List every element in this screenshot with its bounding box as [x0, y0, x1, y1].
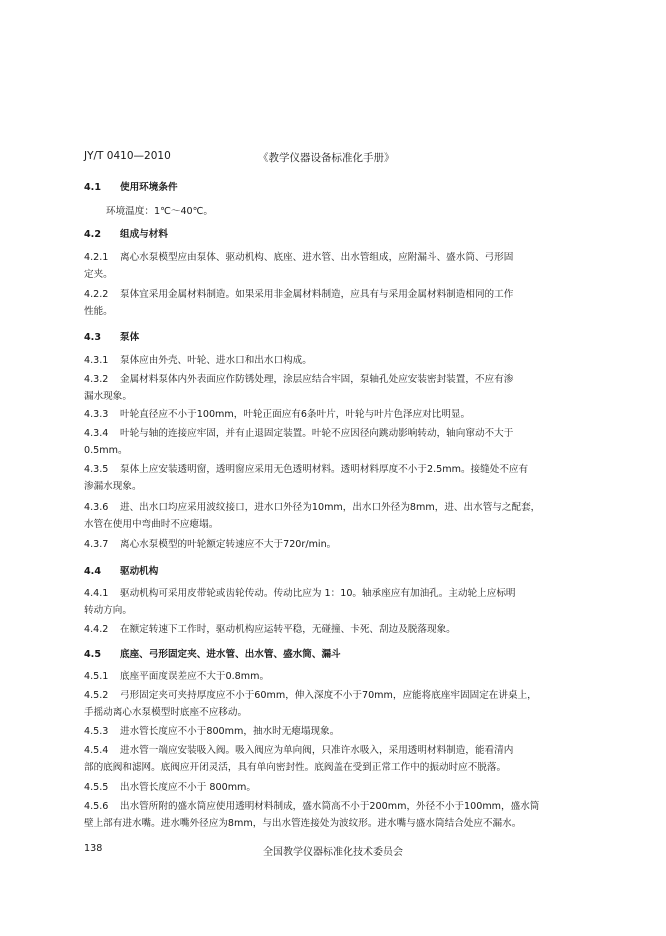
- clause-line: 金属材料泵体内外表面应作防锈处理，涂层应结合牢固，泵轴孔处应安装密封装置，不应有渗: [120, 374, 514, 385]
- clause-line: 渗漏水现象。: [84, 481, 142, 492]
- clause-line: 底座平面度误差应不大于0.8mm。: [120, 671, 270, 682]
- clause-number: 4.3.1: [84, 355, 109, 366]
- clause-number: 4.3.5: [84, 464, 109, 475]
- clause-line: 泵体应由外壳、叶轮、进水口和出水口构成。: [120, 355, 312, 366]
- clause-line: 出水管长度应不小于 800mm。: [120, 782, 256, 793]
- clause-number: 4.3.3: [84, 409, 109, 420]
- clause-4-5-1: [84, 668, 554, 685]
- clause-number: 4.4.1: [84, 588, 109, 599]
- clause-line: 手摇动离心水泵模型时底座不应移动。: [84, 707, 248, 718]
- page-number: 138: [84, 843, 103, 854]
- clause-line: 进、出水口均应采用波纹接口，进水口外径为10mm，出水口外径为8mm，进、出水管与之配套，: [120, 502, 541, 513]
- clause-4-5-4: [84, 742, 554, 776]
- section-4-4-heading: [84, 563, 554, 580]
- clause-line: 进水管一端应安装吸入阀。吸入阀应为单向阀，只准许水吸入，采用透明材料制造，能看清内: [120, 745, 514, 756]
- clause-number: 4.3.4: [84, 428, 109, 439]
- clause-number: 4.5.6: [84, 801, 109, 812]
- clause-number: 4.5.1: [84, 671, 109, 682]
- clause-line: 泵体宜采用金属材料制造。如果采用非金属材料制造，应具有与采用金属材料制造相同的工作: [120, 289, 514, 300]
- clause-4-3-2: [84, 371, 554, 405]
- section-number: 4.1: [84, 182, 101, 193]
- section-number: 4.5: [84, 649, 101, 660]
- clause-number: 4.5.2: [84, 690, 109, 701]
- clause-4-3-3: [84, 406, 554, 423]
- section-4-5-heading: [84, 646, 554, 663]
- standard-code: JY/T 0410—2010: [84, 150, 171, 162]
- clause-4-4-2: [84, 621, 554, 638]
- clause-line: 进水管长度应不小于800mm，抽水时无瘪塌现象。: [120, 726, 340, 737]
- section-title: 底座、弓形固定夹、进水管、出水管、盛水筒、漏斗: [120, 649, 341, 660]
- clause-number: 4.5.5: [84, 782, 109, 793]
- clause-line: 泵体上应安装透明窗，透明窗应采用无色透明材料。透明材料厚度不小于2.5mm。接缝处不应有: [120, 464, 529, 475]
- clause-4-5-6: [84, 798, 554, 832]
- clause-line: 定夹。: [84, 269, 113, 280]
- section-number: 4.4: [84, 566, 101, 577]
- clause-number: 4.4.2: [84, 624, 109, 635]
- section-4-1-heading: [84, 179, 554, 196]
- clause-line: 转动方向。: [84, 605, 132, 616]
- book-title: 《教学仪器设备标准化手册》: [258, 152, 395, 164]
- clause-4-3-6: [84, 499, 554, 533]
- clause-line: 漏水现象。: [84, 391, 132, 402]
- clause-4-3-5: [84, 461, 554, 495]
- clause-line: 出水管所附的盛水筒应使用透明材料制成，盛水筒高不小于200mm，外径不小于100mm，盛水筒: [120, 801, 540, 812]
- clause-4-2-1: [84, 249, 554, 283]
- section-4-2-heading: [84, 226, 554, 243]
- clause-number: 4.2.1: [84, 252, 109, 263]
- section-4-3-heading: [84, 329, 554, 346]
- clause-number: 4.5.4: [84, 745, 109, 756]
- clause-line: 水管在使用中弯曲时不应瘪塌。: [84, 519, 219, 530]
- clause-line: 在额定转速下工作时，驱动机构应运转平稳，无碰撞、卡死、刮边及脱落现象。: [120, 624, 456, 635]
- clause-4-3-1: [84, 352, 554, 369]
- clause-4-5-2: [84, 687, 554, 721]
- clause-line: 叶轮与轴的连接应牢固，并有止退固定装置。叶轮不应因径向跳动影响转动，轴向窜动不大于: [120, 428, 514, 439]
- section-number: 4.3: [84, 332, 101, 343]
- clause-4-2-2: [84, 286, 554, 320]
- clause-line: 壁上部有进水嘴。进水嘴外径应为8mm，与出水管连接处为波纹形。进水嘴与盛水筒结合处应不漏水。: [84, 818, 522, 829]
- section-title: 驱动机构: [120, 566, 159, 577]
- clause-line: 叶轮直径应不小于100mm，叶轮正面应有6条叶片，叶轮与叶片色泽应对比明显。: [120, 409, 471, 420]
- clause-line: 驱动机构可采用皮带轮或齿轮传动。传动比应为 1：10。轴承座应有加油孔。主动轮上应标明: [120, 588, 516, 599]
- clause-line: 离心水泵模型应由泵体、驱动机构、底座、进水管、出水管组成，应附漏斗、盛水筒、弓形固: [120, 252, 514, 263]
- clause-number: 4.3.7: [84, 539, 109, 550]
- section-title: 泵体: [120, 332, 140, 343]
- clause-number: 4.3.6: [84, 502, 109, 513]
- clause-line: 0.5mm。: [84, 445, 128, 456]
- clause-line: 部的底阀和滤网。底阀应开闭灵活，具有单向密封性。底阀盖在受到正常工作中的振动时应不脱落。: [84, 762, 507, 773]
- footer-organization: 全国教学仪器标准化技术委员会: [263, 847, 403, 858]
- clause-4-5-3: [84, 723, 554, 740]
- section-title: 使用环境条件: [120, 182, 178, 193]
- clause-4-5-5: [84, 779, 554, 796]
- section-title: 组成与材料: [120, 229, 168, 240]
- clause-line: 性能。: [84, 306, 113, 317]
- clause-number: 4.5.3: [84, 726, 109, 737]
- clause-4-3-7: [84, 536, 554, 553]
- clause-number: 4.2.2: [84, 289, 109, 300]
- section-number: 4.2: [84, 229, 101, 240]
- clause-4-4-1: [84, 585, 554, 619]
- clause-number: 4.3.2: [84, 374, 109, 385]
- clause-line: 离心水泵模型的叶轮额定转速应不大于720r/min。: [120, 539, 337, 550]
- clause-line: 弓形固定夹可夹持厚度应不小于60mm，伸入深度不小于70mm，应能将底座牢固固定在讲桌上，: [120, 690, 537, 701]
- section-4-1-text: 环境温度：1℃～40℃。: [106, 206, 214, 217]
- clause-4-3-4: [84, 425, 554, 459]
